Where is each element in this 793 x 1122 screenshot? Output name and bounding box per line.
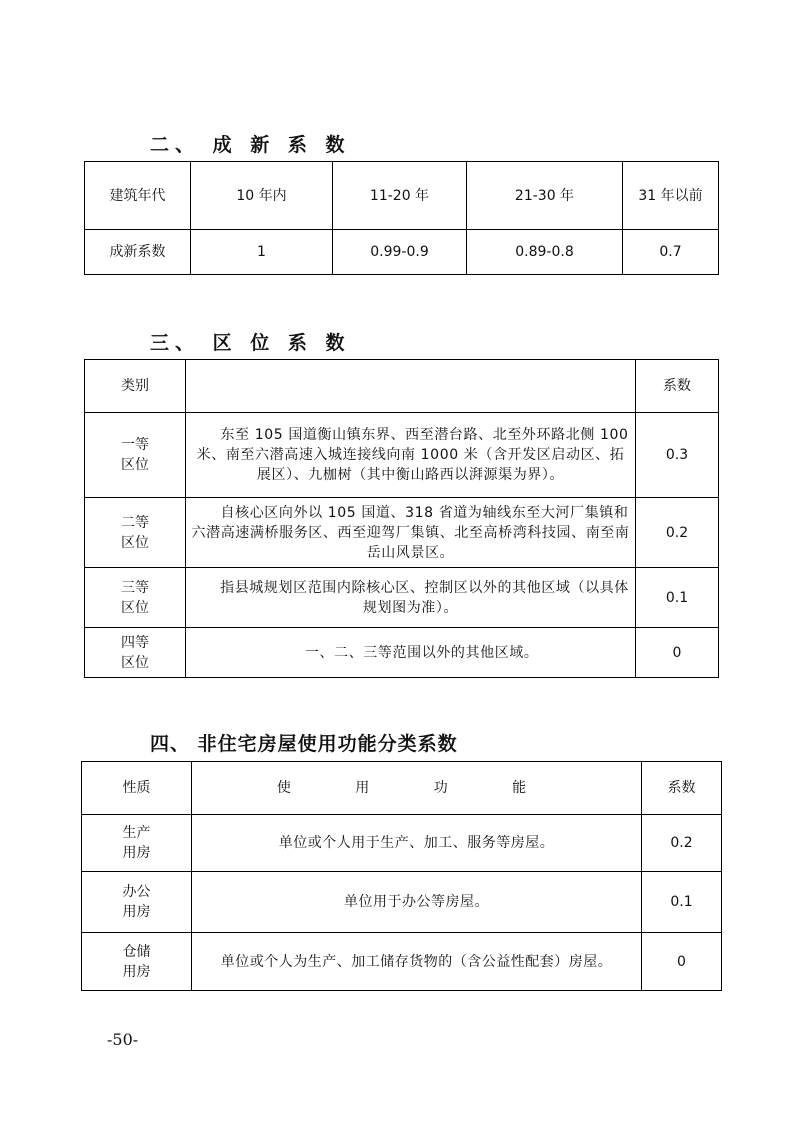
- value-cell: 0.7: [623, 230, 719, 275]
- location-coefficient-table: [84, 359, 719, 678]
- value-cell: 0.89-0.8: [467, 230, 623, 275]
- table-row: [85, 230, 719, 275]
- section-4-title: 四、 非住宅房屋使用功能分类系数: [150, 733, 458, 755]
- category-cell: 四等 区位: [85, 628, 186, 678]
- table-row: [85, 498, 719, 568]
- header-cell: 11-20 年: [333, 162, 467, 230]
- coefficient-cell: 0: [642, 933, 722, 991]
- row-label: 成新系数: [85, 230, 191, 275]
- header-cell: 系数: [636, 360, 719, 413]
- header-cell: 建筑年代: [85, 162, 191, 230]
- age-coefficient-table: [84, 161, 719, 275]
- description-cell: 指县城规划区范围内除核心区、控制区以外的其他区域（以具体规划图为准）。: [186, 568, 636, 628]
- table-row: [85, 413, 719, 498]
- coefficient-cell: 0.2: [642, 815, 722, 872]
- function-cell: 单位用于办公等房屋。: [192, 872, 642, 933]
- function-cell: 单位或个人为生产、加工储存货物的（含公益性配套）房屋。: [192, 933, 642, 991]
- category-cell: 三等 区位: [85, 568, 186, 628]
- section-3-title: 三、 区 位 系 数: [150, 332, 351, 354]
- category-cell: 二等 区位: [85, 498, 186, 568]
- table-row: [85, 360, 719, 413]
- header-cell: 性质: [82, 762, 192, 815]
- value-cell: 0.99-0.9: [333, 230, 467, 275]
- category-cell: 一等 区位: [85, 413, 186, 498]
- header-cell: 21-30 年: [467, 162, 623, 230]
- table-row: [82, 815, 722, 872]
- header-cell: 系数: [642, 762, 722, 815]
- coefficient-cell: 0.1: [636, 568, 719, 628]
- table-row: [82, 872, 722, 933]
- function-cell: 单位或个人用于生产、加工、服务等房屋。: [192, 815, 642, 872]
- coefficient-cell: 0.1: [642, 872, 722, 933]
- description-cell: 一、二、三等范围以外的其他区域。: [186, 628, 636, 678]
- section-2-title: 二、 成 新 系 数: [150, 134, 351, 156]
- header-cell: 使 用 功 能: [192, 762, 642, 815]
- header-cell: 31 年以前: [623, 162, 719, 230]
- header-cell: [186, 360, 636, 413]
- function-coefficient-table: [81, 761, 722, 991]
- coefficient-cell: 0.3: [636, 413, 719, 498]
- header-cell: 类别: [85, 360, 186, 413]
- table-row: [82, 762, 722, 815]
- page-number: -50-: [107, 1030, 139, 1049]
- coefficient-cell: 0: [636, 628, 719, 678]
- table-row: [85, 162, 719, 230]
- value-cell: 1: [191, 230, 333, 275]
- description-cell: 自核心区向外以 105 国道、318 省道为轴线东至大河厂集镇和六潜高速满桥服务区、西至迎驾厂集镇、北至高桥湾科技园、南至南岳山风景区。: [186, 498, 636, 568]
- coefficient-cell: 0.2: [636, 498, 719, 568]
- description-cell: 东至 105 国道衡山镇东界、西至潜台路、北至外环路北侧 100 米、南至六潜高速入城连接线向南 1000 米（含开发区启动区、拓展区）、九枷树（其中衡山路西以湃源渠为界）。: [186, 413, 636, 498]
- table-row: [85, 568, 719, 628]
- table-row: [82, 933, 722, 991]
- table-row: [85, 628, 719, 678]
- nature-cell: 仓储 用房: [82, 933, 192, 991]
- nature-cell: 办公 用房: [82, 872, 192, 933]
- nature-cell: 生产 用房: [82, 815, 192, 872]
- header-cell: 10 年内: [191, 162, 333, 230]
